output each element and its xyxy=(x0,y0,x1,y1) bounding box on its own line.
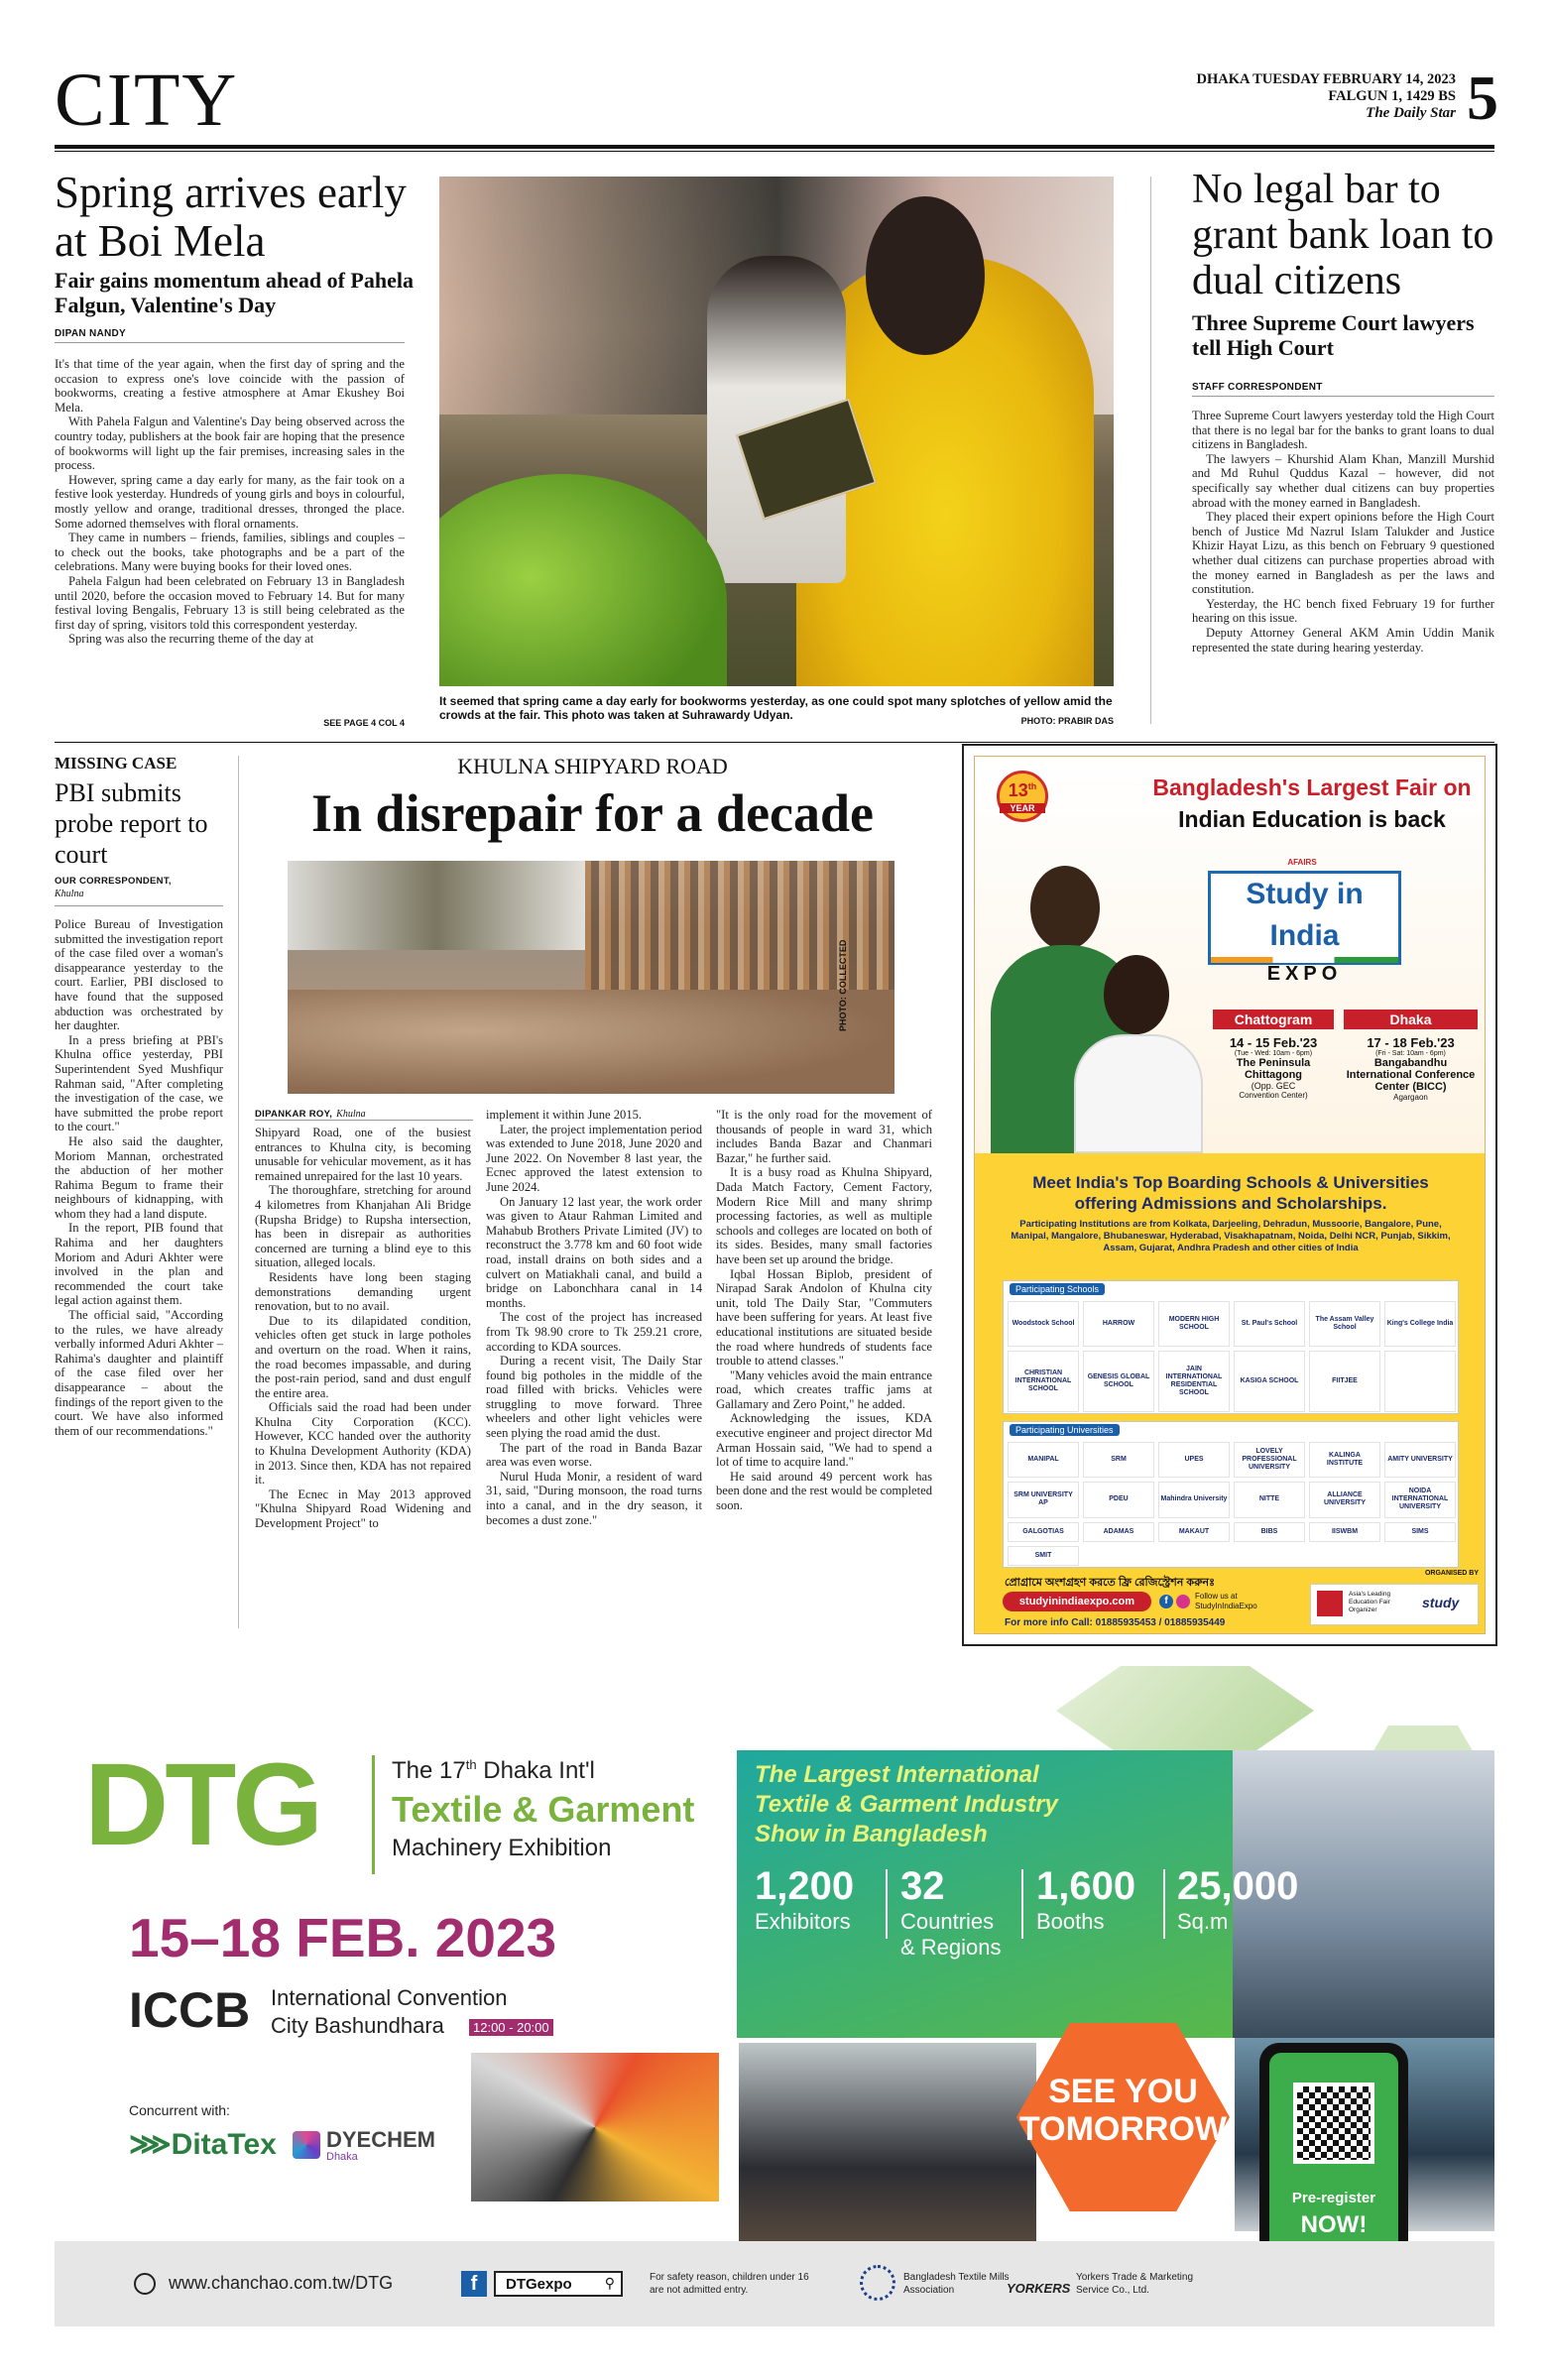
university-logo: IISWBM xyxy=(1309,1522,1380,1542)
venue1-date: 14 - 15 Feb.'23 xyxy=(1229,1035,1318,1050)
column-rule xyxy=(1150,177,1151,724)
university-logo: UPES xyxy=(1158,1442,1230,1478)
dtg-see-you2: TOMORROW xyxy=(1018,2110,1227,2148)
story4-col1 xyxy=(255,1126,471,1627)
dtg-venue1: International Convention xyxy=(271,1985,508,2010)
stat-num: 32 xyxy=(900,1864,945,1908)
photo-trees xyxy=(288,861,585,950)
story3-byline-rule xyxy=(55,905,223,906)
ad-logo-sub: EXPO xyxy=(1266,963,1343,985)
masthead-section: CITY xyxy=(55,59,239,142)
story1-photo-credit: PHOTO: PRABIR DAS xyxy=(1020,716,1114,726)
dyechem-label: DYECHEM xyxy=(326,2127,436,2152)
ad-title2: Indian Education is back xyxy=(1178,806,1446,832)
dtg-safety: For safety reason, children under 16 are not admitted entry. xyxy=(650,2272,809,2296)
universities-grid xyxy=(1008,1442,1456,1566)
story4-byline: DIPANKAR ROY, xyxy=(255,1109,333,1120)
venue2-d: Agargaon xyxy=(1393,1093,1428,1102)
story3-para: Police Bureau of Investigation submitted the investigation report of the case filed over a woman's disappearance yesterday to the court. Earlier, PBI disclosed to have found that the supposed abduction was orchestrated by her daughter. xyxy=(55,917,223,1033)
story2-para: Three Supreme Court lawyers yesterday told the High Court that there is no legal bar for the banks to grant loans to dual citizens in Bangladesh. xyxy=(1192,409,1494,452)
story1-para: They came in numbers – friends, families, siblings and couples – to check out the books, take photographs and be a part of the celebrations. Many were buying books for their loved ones. xyxy=(55,531,405,574)
school-logo: CHRISTIAN INTERNATIONAL SCHOOL xyxy=(1008,1351,1079,1412)
badge-th: th xyxy=(1027,781,1037,791)
universities-label: Participating Universities xyxy=(1010,1424,1120,1436)
story4-para: Due to its dilapidated condition, vehicles often get stuck in large potholes and overturn on the road. When it rains, the road becomes impassable, and during the post-rain period, sand and dust engulf the entire area. xyxy=(255,1313,471,1400)
venue2-city: Dhaka xyxy=(1344,1010,1478,1029)
story1-subhead: Fair gains momentum ahead of Pahela Falgun, Valentine's Day xyxy=(55,268,414,317)
universities-panel xyxy=(1003,1421,1459,1568)
badge-year: YEAR xyxy=(1000,803,1045,813)
org1-text: Asia's Leading Education Fair Organizer xyxy=(1349,1591,1391,1613)
story1-caption: It seemed that spring came a day early for bookworms yesterday, as one could spot many splotches of yellow amid the crowds at the fair. This photo was taken at Suhrawardy Udyan. xyxy=(439,694,1113,722)
stat-label: Booths xyxy=(1036,1909,1105,1934)
school-logo: St. Paul's School xyxy=(1234,1301,1305,1347)
dtg-tagline1: The Largest International xyxy=(755,1761,1039,1788)
dtg-stat xyxy=(900,1864,1002,1961)
story4-para: The part of the road in Banda Bazar area was even worse. xyxy=(486,1440,702,1470)
story4-byline-rule xyxy=(255,1120,473,1121)
story2-para: They placed their expert opinions before the High Court bench of Justice Md Nazrul Islam Talukder and Justice Khizir Hayat Lizu, as this bench on February 9 questioned whether dual citizens can purchase properties abroad with the money earned in Bangladesh as per the laws and constitution. xyxy=(1192,510,1494,597)
university-logo: SIMS xyxy=(1384,1522,1456,1542)
university-logo: SRM UNIVERSITY AP xyxy=(1008,1482,1079,1517)
story3-para: He also said the daughter, Moriom Mannan, orchestrated the abduction of her mother Rahima Begum to frame their neighbours of kidnapping, with whom they had a land dispute. xyxy=(55,1133,223,1221)
university-logo: BIBS xyxy=(1234,1522,1305,1542)
btma-logo-icon xyxy=(860,2265,895,2301)
dtg-line1 xyxy=(392,1757,595,1785)
masthead-dateline xyxy=(1197,71,1456,122)
dtg-stat xyxy=(755,1864,854,1935)
girl-head xyxy=(1104,955,1169,1034)
section-rule xyxy=(55,742,1494,743)
masthead-rule-thin xyxy=(55,151,1494,152)
school-logo: The Assam Valley School xyxy=(1309,1301,1380,1347)
page-number: 5 xyxy=(1467,62,1498,133)
fb-icon[interactable]: f xyxy=(461,2271,487,2297)
dyechem-icon xyxy=(293,2131,320,2159)
study-india-ad[interactable] xyxy=(962,744,1497,1646)
university-logo: MANIPAL xyxy=(1008,1442,1079,1478)
ad-url-button[interactable]: studyinindiaexpo.com xyxy=(1003,1592,1151,1611)
story1-headline: Spring arrives early at Boi Mela xyxy=(55,168,407,266)
story4-para: "Many vehicles avoid the main entrance road, which creates traffic jams at Gallamary and Zero Point," he added. xyxy=(716,1368,932,1411)
venue1-a: The Peninsula xyxy=(1236,1057,1311,1069)
dtg-yorkers-full: Yorkers Trade & Marketing Service Co., Ltd. xyxy=(1076,2272,1194,2296)
dtg-venue2: City Bashundhara xyxy=(271,2013,444,2038)
afairs-logo-icon xyxy=(1317,1591,1343,1616)
ad-follow xyxy=(1195,1592,1257,1611)
follow-line1: Follow us at xyxy=(1195,1592,1238,1601)
school-logo xyxy=(1384,1351,1456,1412)
story4-para: Later, the project implementation period was extended to June 2018, June 2020 and June 2022. On November 8 last year, the Ecnec approved the latest extension to June 2024. xyxy=(486,1122,702,1194)
story4-para: Residents have long been staging demonstrations demanding urgent renovation, but to no avail. xyxy=(255,1269,471,1314)
photo-leaf xyxy=(439,474,727,686)
dtg-line1a: The 17 xyxy=(392,1757,466,1784)
dtg-line1b: Dhaka Int'l xyxy=(476,1757,595,1784)
qr-code-icon[interactable] xyxy=(1293,2082,1374,2164)
dateline-paper: The Daily Star xyxy=(1366,105,1456,121)
university-logo: AMITY UNIVERSITY xyxy=(1384,1442,1456,1478)
story2-byline-rule xyxy=(1192,396,1494,397)
stat-num: 1,600 xyxy=(1036,1864,1136,1908)
stat-label2: & Regions xyxy=(900,1935,1002,1960)
ad-meet1: Meet India's Top Boarding Schools & Universities xyxy=(1032,1173,1429,1192)
dateline-date: DHAKA TUESDAY FEBRUARY 14, 2023 xyxy=(1196,71,1456,87)
ad-more-info: For more info Call: 01885935453 / 01885935449 xyxy=(1005,1617,1226,1628)
organiser-logo-box xyxy=(1310,1584,1479,1625)
dtg-concurrent: Concurrent with: xyxy=(129,2102,230,2118)
dtg-btma: Bangladesh Textile Mills Association xyxy=(903,2272,1010,2296)
dtg-hours: 12:00 - 20:00 xyxy=(469,2019,553,2036)
dtg-people-photo xyxy=(739,2043,1036,2251)
story3-kicker: MISSING CASE xyxy=(55,754,178,773)
prereg1: Pre-register xyxy=(1291,2190,1376,2206)
story4-para: During a recent visit, The Daily Star found big potholes in the middle of the road filled with bricks. Vehicles were struggling to move forward. Three wheelers and other light vehicles were seen plying the road amid the dust. xyxy=(486,1354,702,1441)
school-logo: GENESIS GLOBAL SCHOOL xyxy=(1083,1351,1154,1412)
dtg-stat xyxy=(1036,1864,1135,1935)
story3-para: The official said, "According to the rules, we have already verbally informed Aduri Akhter – Rahima's daughter and plaintiff of the case filed over her disappearance – about the findings of the report given to the court. We have also informed them of our recommendations." xyxy=(55,1308,223,1438)
dtg-tagline2: Textile & Garment Industry xyxy=(755,1791,1058,1818)
photo-head xyxy=(866,196,985,355)
university-logo: SMIT xyxy=(1008,1546,1079,1566)
stat-label: Countries xyxy=(900,1909,995,1934)
university-logo: ADAMAS xyxy=(1083,1522,1154,1542)
story4-photo-credit: PHOTO: COLLECTED xyxy=(838,939,848,1031)
story4-para: It is a busy road as Khulna Shipyard, Dada Match Factory, Cement Factory, Modern Rice Mill and many shrimp processing factories, as well as multiple schools and colleges are located on both of its sides. Besides, many small factories have been set up around the bridge. xyxy=(716,1165,932,1266)
university-logo: GALGOTIAS xyxy=(1008,1522,1079,1542)
venue-dhaka xyxy=(1344,1010,1478,1102)
venue2-a: Bangabandhu xyxy=(1373,1057,1448,1069)
boy-head xyxy=(1030,866,1100,950)
school-logo: Woodstock School xyxy=(1008,1301,1079,1347)
ad-inner xyxy=(974,756,1486,1634)
badge-num: 13 xyxy=(1008,780,1028,800)
story1-byline: DIPAN NANDY xyxy=(55,328,127,339)
ad-title1: Bangladesh's Largest Fair on xyxy=(1152,774,1472,800)
dtg-logo: DTG xyxy=(84,1739,320,1870)
venue1-c: (Opp. GEC xyxy=(1251,1081,1296,1091)
story4-col3 xyxy=(716,1108,932,1627)
dtg-logo-divider xyxy=(372,1755,375,1874)
dtg-ad[interactable] xyxy=(55,1666,1494,2330)
story1-body xyxy=(55,357,405,696)
stat-num: 1,200 xyxy=(755,1864,855,1908)
stat-divider xyxy=(1163,1869,1165,1939)
schools-panel xyxy=(1003,1280,1459,1414)
venue2-time: (Fri - Sat: 10am - 6pm) xyxy=(1375,1050,1446,1057)
ditatex-label: DitaTex xyxy=(171,2128,277,2161)
venue2-date: 17 - 18 Feb.'23 xyxy=(1367,1035,1455,1050)
story3-body xyxy=(55,917,223,1626)
ditatex-logo xyxy=(129,2127,277,2162)
organised-by-label: ORGANISED BY xyxy=(1424,1570,1479,1577)
ad-logo-main: Study in India xyxy=(1246,878,1364,952)
story1-para: It's that time of the year again, when the first day of spring and the occasion to express one's love coincide with the passion of bookworms, creating a festive atmosphere at Amar Ekushey Boi Mela. xyxy=(55,357,405,415)
story4-headline: In disrepair for a decade xyxy=(310,783,875,843)
schools-grid xyxy=(1008,1301,1456,1412)
schools-label: Participating Schools xyxy=(1010,1283,1105,1295)
school-logo: King's College India xyxy=(1384,1301,1456,1347)
ad-meet2: offering Admissions and Scholarships. xyxy=(1074,1194,1387,1213)
university-logo: Mahindra University xyxy=(1158,1482,1230,1517)
stat-num: 25,000 xyxy=(1177,1864,1299,1908)
story3-para: In the report, PIB found that Rahima and her daughters Moriom and Aduri Akhter were involved in the plan and recommended the court take legal action against them. xyxy=(55,1221,223,1308)
story1-jump[interactable]: SEE PAGE 4 COL 4 xyxy=(323,718,405,728)
story4-para: The Ecnec in May 2013 approved "Khulna Shipyard Road Widening and Development Project" to xyxy=(255,1487,471,1531)
story2-body xyxy=(1192,409,1494,724)
dyechem-sub: Dhaka xyxy=(326,2151,358,2163)
dtg-see-you1: SEE YOU xyxy=(1048,2073,1198,2110)
dtg-line3: Machinery Exhibition xyxy=(392,1835,612,1861)
dtg-fb-handle: DTGexpo xyxy=(506,2276,572,2293)
school-logo: KASIGA SCHOOL xyxy=(1234,1351,1305,1412)
story3-para: In a press briefing at PBI's Khulna office yesterday, PBI Superintendent Syed Mushfiqur Rahman said, "After completing the investigation of the case, we have submitted the probe report to the court." xyxy=(55,1032,223,1134)
venue1-d: Convention Center) xyxy=(1239,1091,1308,1100)
story4-para: Nurul Huda Monir, a resident of ward 31, said, "During monsoon, the road turns into a canal, and in the dry season, it becomes a dust zone." xyxy=(486,1469,702,1527)
university-logo: SRM xyxy=(1083,1442,1154,1478)
dtg-line2: Textile & Garment xyxy=(392,1789,695,1830)
story2-subhead: Three Supreme Court lawyers tell High Court xyxy=(1192,310,1475,360)
boi-mela-photo xyxy=(439,177,1114,686)
ad-logo-brand: AFAIRS xyxy=(1287,858,1317,867)
university-logo: NITTE xyxy=(1234,1482,1305,1517)
story1-para: Pahela Falgun had been celebrated on February 13 in Bangladesh until 2020, before the occasion moved to February 14. But for many festival loving Bengalis, February 13 is still being celebrated as the first day of spring, visitors told this correspondent yesterday. xyxy=(55,573,405,632)
venue1-b: Chittagong xyxy=(1244,1069,1303,1081)
venue2-c: Center (BICC) xyxy=(1374,1081,1447,1093)
story1-para: Spring was also the recurring theme of the day at xyxy=(68,632,314,647)
story4-para: The thoroughfare, stretching for around 4 kilometres from Khanjahan Ali Bridge (Rupsha Bridge) to Rupsha intersection, has been in disrepair as authorities concerned are turning a blind eye to this situation, alleged locals. xyxy=(255,1183,471,1270)
dateline-bangla: FALGUN 1, 1429 BS xyxy=(1328,88,1456,104)
follow-line2: StudyInIndiaExpo xyxy=(1195,1602,1257,1610)
story4-kicker: KHULNA SHIPYARD ROAD xyxy=(457,754,728,778)
story2-para: The lawyers – Khurshid Alam Khan, Manzill Murshid and Md Ruhul Quddus Kazal – however, did not specifically say whether dual citizens can buy properties abroad with the money earned in Bangladesh. xyxy=(1192,451,1494,510)
story3-place: Khulna xyxy=(55,889,84,899)
year-badge xyxy=(997,771,1048,822)
story1-para: With Pahela Falgun and Valentine's Day being observed across the country today, publishers at the book fair are hoping that the presence of bookworms will light up the fair premises, increasing sales in the process. xyxy=(55,415,405,473)
ad-logo xyxy=(1208,871,1401,985)
story2-byline: STAFF CORRESPONDENT xyxy=(1192,382,1323,393)
yorkers-logo: YORKERS xyxy=(1007,2281,1071,2296)
story3-headline: PBI submits probe report to court xyxy=(55,778,208,869)
university-logo: PDEU xyxy=(1083,1482,1154,1517)
organiser-block xyxy=(1310,1570,1479,1629)
story4-para: "It is the only road for the movement of thousands of people in ward 31, which includes Banda Bazar and Chanmari Bazar," he further said. xyxy=(716,1108,932,1165)
dtg-venue-code: ICCB xyxy=(129,1982,251,2038)
girl-body xyxy=(1074,1034,1203,1153)
photo-structures xyxy=(585,861,894,990)
instagram-icon[interactable] xyxy=(1176,1595,1190,1608)
university-logo: MAKAUT xyxy=(1158,1522,1230,1542)
ad-bangla-line: প্রোগ্রামে অংশগ্রহণ করতে ফ্রি রেজিস্ট্রেশন করুনঃ xyxy=(1005,1577,1215,1589)
story1-para: However, spring came a day early for many, as the fair took on a festive look yesterday. Hundreds of young girls and boys in colourful, mostly yellow and orange, traditional dresses, thronged the place. Some adorned themselves with floral ornaments. xyxy=(55,472,405,531)
story3-byline: OUR CORRESPONDENT, xyxy=(55,876,172,887)
stat-divider xyxy=(886,1869,888,1939)
stat-label: Exhibitors xyxy=(755,1909,851,1934)
stat-label: Sq.m xyxy=(1177,1909,1229,1934)
story1-byline-rule xyxy=(55,342,405,343)
school-logo: JAIN INTERNATIONAL RESIDENTIAL SCHOOL xyxy=(1158,1351,1230,1412)
school-logo: FIITJEE xyxy=(1309,1351,1380,1412)
school-logo: MODERN HIGH SCHOOL xyxy=(1158,1301,1230,1347)
dtg-hex-bg xyxy=(1056,1666,1314,1755)
venue1-city: Chattogram xyxy=(1213,1010,1334,1029)
dtg-line1sup: th xyxy=(465,1757,477,1772)
story4-para: implement it within June 2015. xyxy=(486,1108,643,1122)
story2-headline: No legal bar to grant bank loan to dual citizens xyxy=(1192,167,1494,303)
org2-text: study xyxy=(1422,1595,1460,1610)
dtg-footer-url[interactable]: www.chanchao.com.tw/DTG xyxy=(169,2273,394,2293)
stat-divider xyxy=(1021,1869,1023,1939)
story2-para: Deputy Attorney General AKM Amin Uddin Manik represented the state during hearing yesterday. xyxy=(1192,625,1494,654)
venue1-time: (Tue - Wed: 10am - 6pm) xyxy=(1234,1050,1313,1057)
khulna-road-photo xyxy=(288,861,894,1094)
photo-road xyxy=(288,990,894,1094)
story4-para: On January 12 last year, the work order was given to Ataur Rahman Limited and Mahabub Brothers Private Limited (JV) to reconstruct the 3.778 km and 60 foot wide road, install drains on both sides and a culvert on Matiakhali canal, and build a bridge on Labonchhara canal in 14 months. xyxy=(486,1194,702,1310)
story4-place: Khulna xyxy=(336,1109,366,1120)
story4-col2 xyxy=(486,1108,702,1627)
story4-para: He said around 49 percent work has been done and the rest would be completed soon. xyxy=(716,1469,932,1513)
facebook-icon[interactable]: f xyxy=(1159,1595,1173,1608)
dtg-dates: 15–18 FEB. 2023 xyxy=(129,1907,557,1968)
dtg-yarn-photo xyxy=(471,2053,719,2202)
ad-participating: Participating Institutions are from Kolkata, Darjeeling, Dehradun, Mussoorie, Bangalore, Pune, Manipal, Mangalore, Bhubaneswar, Hyderabad, Visakhapatnam, Noida, Delhi NCR, Punjab, Sikkim, Assam, Gujarat, Andhra Pradesh and other cities of India xyxy=(1011,1219,1451,1253)
prereg2: NOW! xyxy=(1300,2211,1368,2238)
university-logo: KALINGA INSTITUTE xyxy=(1309,1442,1380,1478)
story4-para: The cost of the project has increased from Tk 98.90 crore to Tk 259.21 crore, according to KDA sources. xyxy=(486,1310,702,1354)
university-logo: ALLIANCE UNIVERSITY xyxy=(1309,1482,1380,1517)
dtg-tagline3: Show in Bangladesh xyxy=(755,1821,988,1847)
masthead-rule xyxy=(55,145,1494,149)
story2-para: Yesterday, the HC bench fixed February 19 for further hearing on this issue. xyxy=(1192,596,1494,626)
story4-para: Officials said the road had been under Khulna City Corporation (KCC). However, KCC handed over the authority to Khulna Development Authority (KDA) in 2013. Since then, KDA has not repaired it. xyxy=(255,1400,471,1488)
venue2-b: International Conference xyxy=(1346,1069,1476,1081)
school-logo: HARROW xyxy=(1083,1301,1154,1347)
story4-para: Shipyard Road, one of the busiest entrances to Khulna city, is becoming unusable for vehicular movement, as it has remained unrepaired for the last 10 years. xyxy=(255,1126,471,1183)
dtg-fb-box[interactable] xyxy=(494,2271,623,2297)
university-logo: LOVELY PROFESSIONAL UNIVERSITY xyxy=(1234,1442,1305,1478)
story4-para: Acknowledging the issues, KDA executive engineer and project director Md Arman Hossain said, "We had to spend a lot of time to acquire land." xyxy=(716,1411,932,1470)
ad-girl xyxy=(1064,955,1213,1153)
university-logo: NOIDA INTERNATIONAL UNIVERSITY xyxy=(1384,1482,1456,1517)
venue-chattogram xyxy=(1213,1010,1334,1100)
story4-para: Iqbal Hossan Biplob, president of Nirapad Sarak Andolon of Khulna city unit, told The Daily Star, "Commuters have been suffering for years. At least five educational institutions are situated beside the road where hundreds of students face trouble to attend classes." xyxy=(716,1266,932,1368)
globe-icon xyxy=(134,2273,156,2295)
dtg-stat xyxy=(1177,1864,1298,1935)
search-icon: ⚲ xyxy=(604,2275,615,2291)
column-rule xyxy=(238,756,239,1628)
ditatex-icon: ⋙ xyxy=(129,2128,172,2161)
